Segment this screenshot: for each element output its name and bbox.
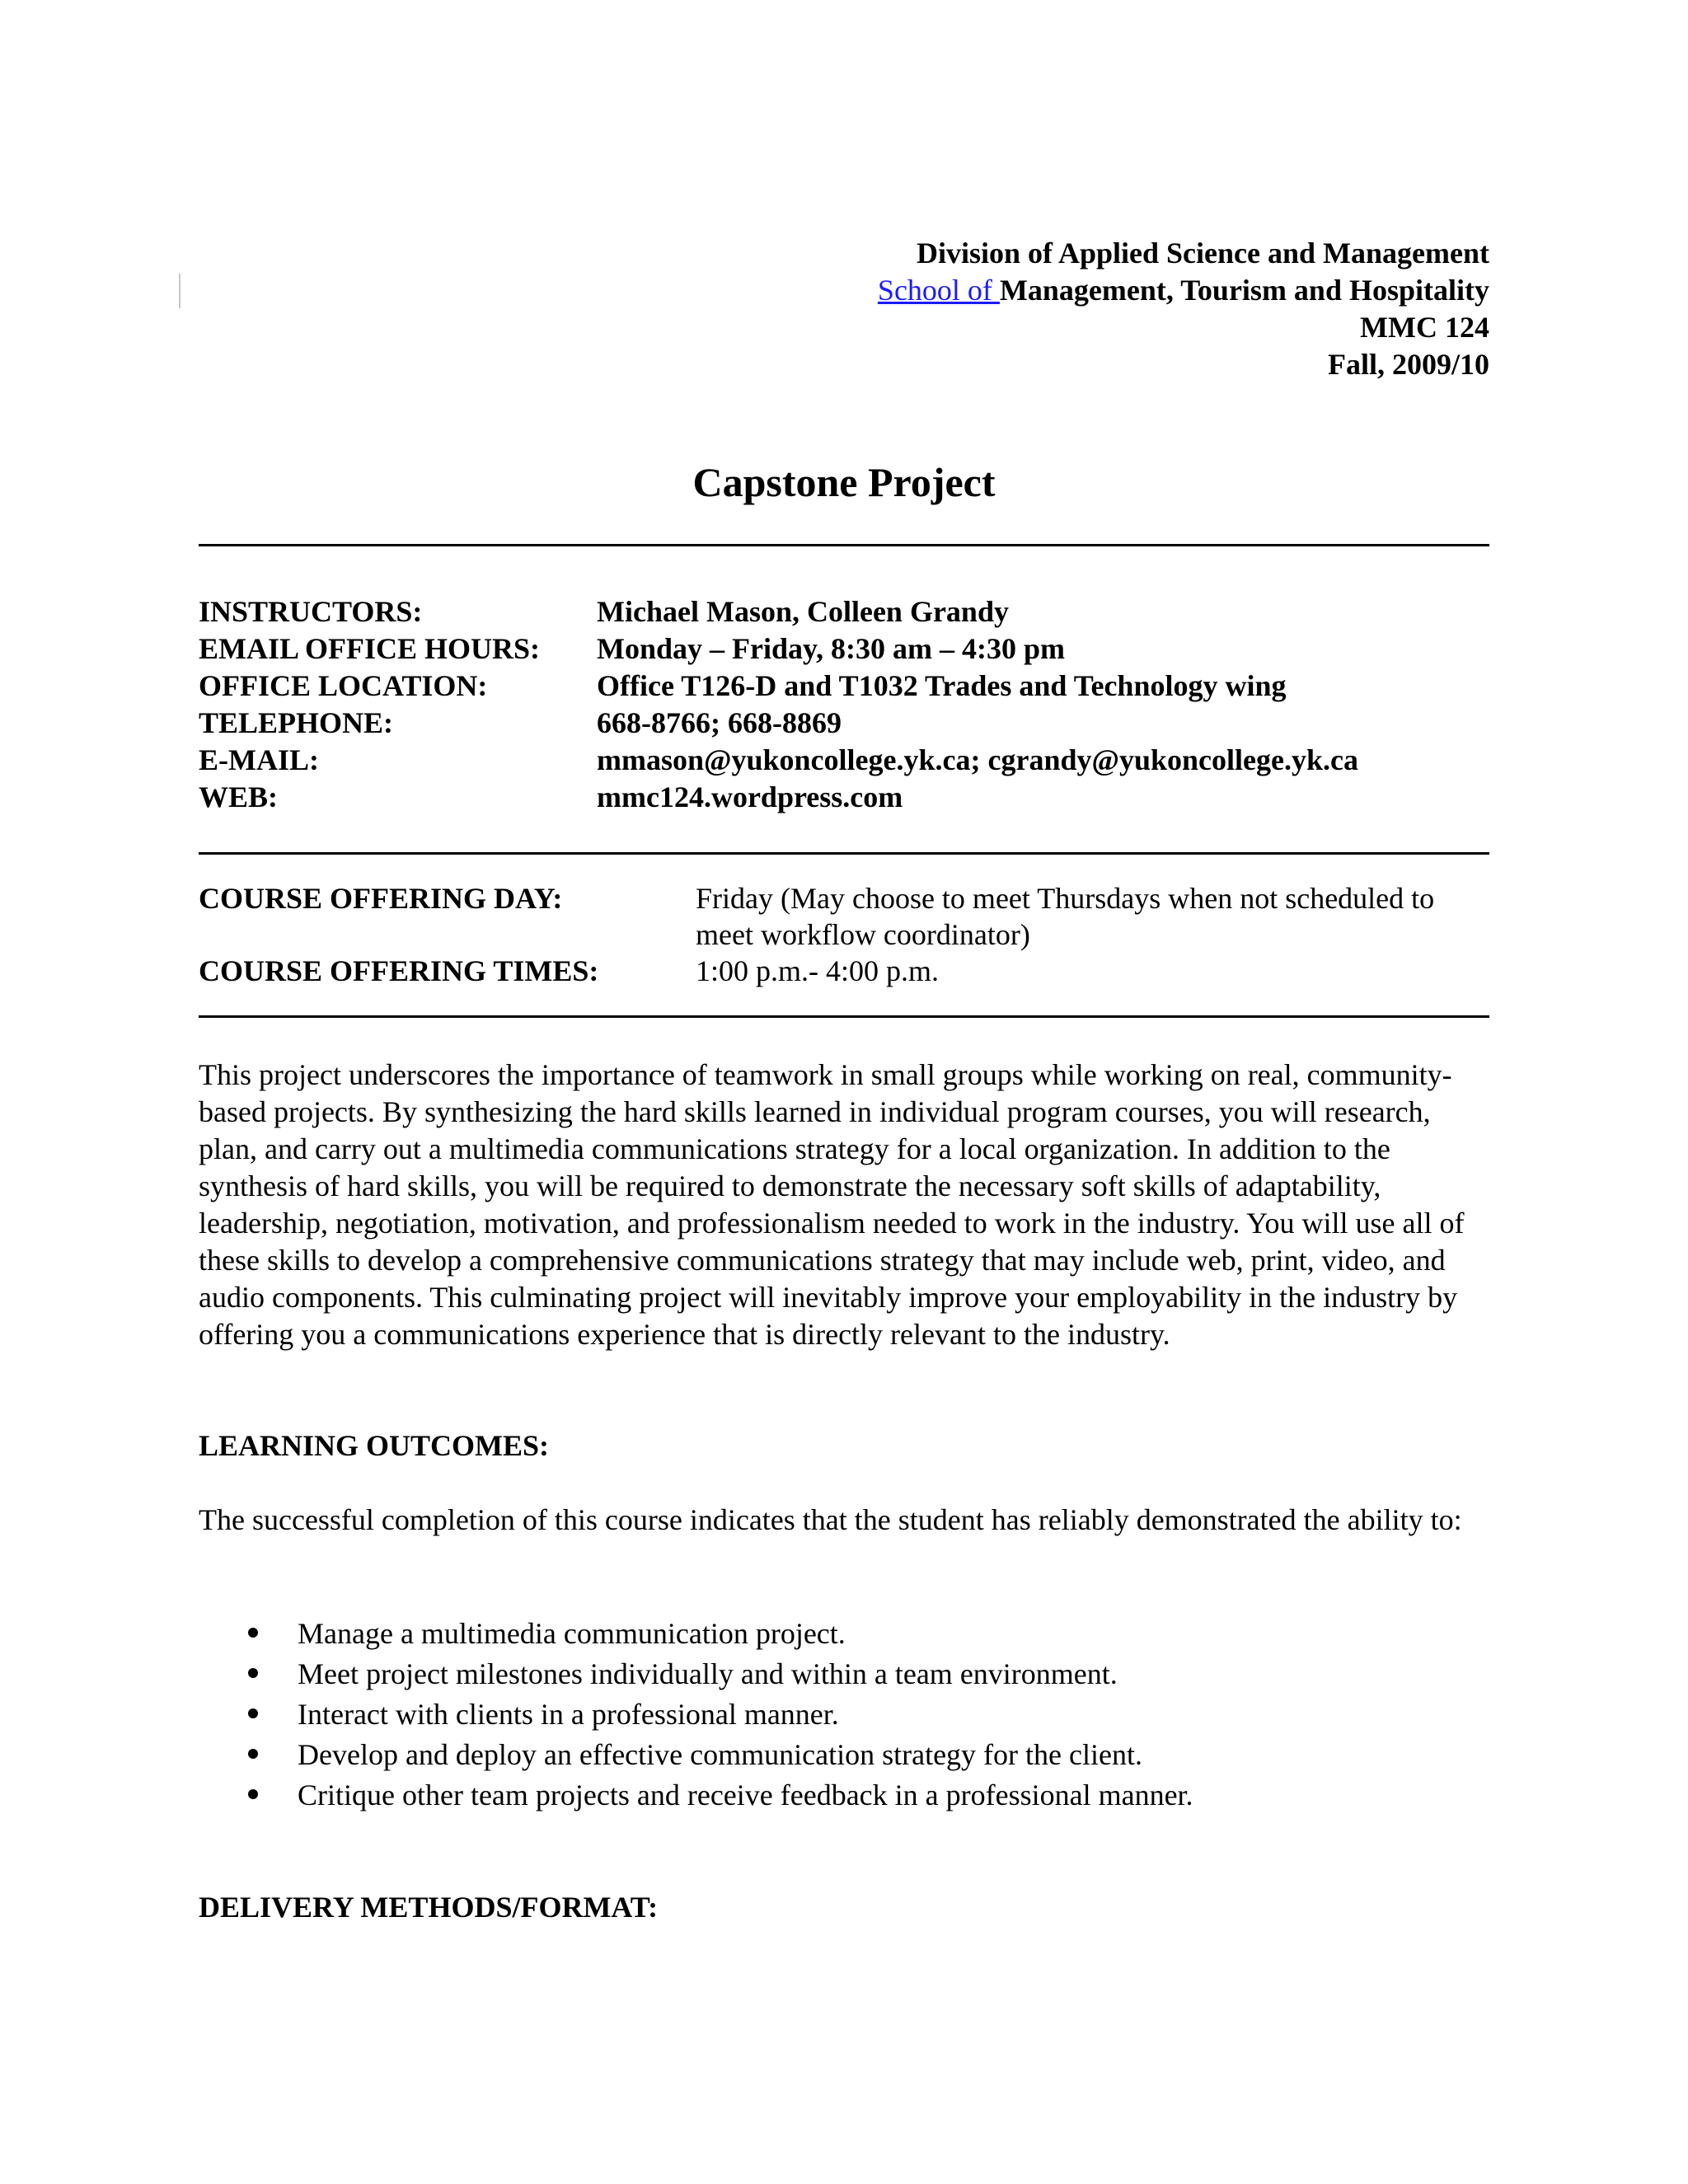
school-link[interactable]: School of [877, 274, 1000, 307]
list-item-text: Develop and deploy an effective communication strategy for the client. [298, 1738, 1142, 1771]
contact-row-web [199, 779, 1358, 816]
offering-day-label: COURSE OFFERING DAY: [199, 882, 563, 915]
contact-label: INSTRUCTORS: [199, 595, 423, 628]
school-name-rest: Management, Tourism and Hospitality [999, 274, 1489, 307]
contact-label: EMAIL OFFICE HOURS: [199, 632, 541, 665]
list-item-text: Meet project milestones individually and within a team environment. [298, 1657, 1118, 1690]
learning-outcomes-intro: The successful completion of this course indicates that the student has reliably demonstrated the ability to: [199, 1503, 1462, 1536]
divider-bottom [199, 1015, 1489, 1018]
bullet-icon [248, 1749, 258, 1759]
list-item [199, 1654, 1193, 1694]
margin-change-bar [179, 274, 181, 308]
offering-times-row [199, 953, 1489, 989]
divider-top [199, 544, 1489, 546]
contact-label: E-MAIL: [199, 743, 319, 776]
list-item [199, 1775, 1193, 1816]
contact-value: Michael Mason, Colleen Grandy [597, 595, 1009, 628]
contact-label: TELEPHONE: [199, 706, 394, 739]
list-item-text: Manage a multimedia communication project. [298, 1617, 846, 1650]
bullet-icon [248, 1708, 258, 1718]
bullet-icon [248, 1628, 258, 1638]
contact-value: mmc124.wordpress.com [597, 780, 903, 813]
division-name: Division of Applied Science and Management [916, 237, 1489, 269]
course-code: MMC 124 [1360, 311, 1489, 344]
page-title: Capstone Project [692, 459, 996, 505]
learning-outcomes-heading: LEARNING OUTCOMES: [199, 1429, 550, 1462]
offering-day-row [199, 880, 1489, 953]
list-item-text: Interact with clients in a professional manner. [298, 1698, 839, 1731]
bullet-icon [248, 1668, 258, 1678]
contact-row-office-location [199, 668, 1358, 705]
term: Fall, 2009/10 [1328, 348, 1489, 381]
contact-label: OFFICE LOCATION: [199, 669, 488, 702]
offering-times-value: 1:00 p.m.- 4:00 p.m. [696, 954, 939, 987]
contact-value: 668-8766; 668-8869 [597, 706, 842, 739]
contact-value: Office T126-D and T1032 Trades and Technology wing [597, 669, 1287, 702]
divider-middle [199, 852, 1489, 855]
school-name [878, 272, 1489, 309]
contact-label: WEB: [199, 780, 279, 813]
list-item-text: Critique other team projects and receive feedback in a professional manner. [298, 1779, 1193, 1811]
learning-outcomes-list [199, 1614, 1193, 1816]
contact-info [199, 593, 1358, 816]
course-description: This project underscores the importance of teamwork in small groups while working on real, community-based projects. By synthesizing the hard skills learned in individual program courses, you will research, plan, and carry out a multimedia communications strategy for a local organization. In addition to the synthesis of hard skills, you will be required to demonstrate the necessary soft skills of adaptability, leadership, negotiation, motivation, and professionalism needed to work in the industry. You will use all of these skills to develop a comprehensive communications strategy that may include web, print, video, and audio components. This culminating project will inevitably improve your employability in the industry by offering you a communications experience that is directly relevant to the industry. [199, 1058, 1465, 1351]
contact-row-email [199, 742, 1358, 779]
offering-day-value: Friday (May choose to meet Thursdays when not scheduled to meet workflow coordinator) [696, 882, 1435, 951]
offering-times-label: COURSE OFFERING TIMES: [199, 954, 599, 987]
document-header [878, 235, 1489, 383]
contact-value: mmason@yukoncollege.yk.ca; cgrandy@yukoncollege.yk.ca [597, 743, 1358, 776]
list-item [199, 1614, 1193, 1654]
course-offering [199, 880, 1489, 989]
contact-row-instructors [199, 593, 1358, 630]
list-item [199, 1694, 1193, 1735]
list-item [199, 1735, 1193, 1775]
contact-row-office-hours [199, 630, 1358, 668]
bullet-icon [248, 1789, 258, 1799]
contact-row-telephone [199, 705, 1358, 742]
delivery-methods-heading: DELIVERY METHODS/FORMAT: [199, 1891, 659, 1924]
contact-value: Monday – Friday, 8:30 am – 4:30 pm [597, 632, 1066, 665]
